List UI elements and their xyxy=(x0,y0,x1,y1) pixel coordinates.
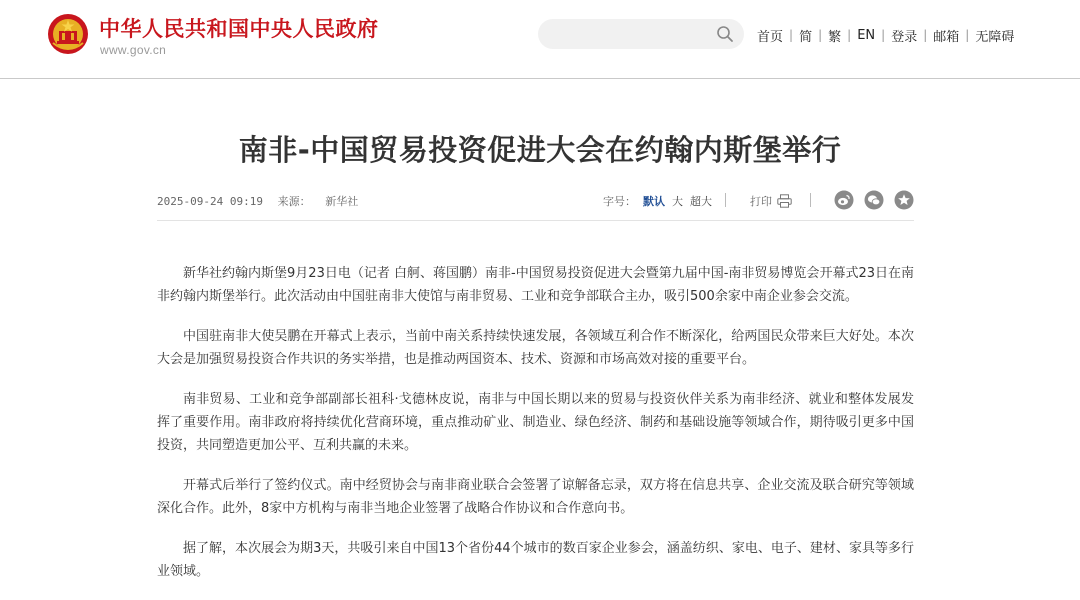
source-label: 来源： xyxy=(277,195,311,208)
nav-separator: | xyxy=(818,28,823,42)
article-title: 南非-中国贸易投资促进大会在约翰内斯堡举行 xyxy=(238,133,842,167)
search-icon[interactable] xyxy=(716,25,734,43)
top-nav xyxy=(757,25,1014,45)
font-size-label: 字号： xyxy=(603,195,636,208)
national-emblem-icon[interactable] xyxy=(47,13,89,55)
font-size-default[interactable]: 默认 xyxy=(643,195,665,208)
article-meta xyxy=(157,193,358,209)
nav-accessibility[interactable]: 无障碍 xyxy=(975,29,1015,45)
nav-separator: | xyxy=(881,28,886,42)
font-size-switcher xyxy=(603,193,712,209)
printer-icon xyxy=(777,194,792,208)
nav-separator: | xyxy=(923,28,928,42)
toolbar-divider xyxy=(725,193,726,207)
favorite-icon[interactable] xyxy=(894,190,914,210)
toolbar-divider xyxy=(810,193,811,207)
source-name: 新华社 xyxy=(325,195,359,208)
article-paragraph: 据了解，本次展会为期3天，共吸引来自中国13个省份44个城市的数百家企业参会，涵盖纺织、家电、电子、建材、家具等多行业领域。 xyxy=(157,541,914,579)
article-paragraph: 新华社约翰内斯堡9月23日电（记者 白舸、蒋国鹏）南非-中国贸易投资促进大会暨第九届中国-南非贸易博览会开幕式23日在南非约翰内斯堡举行。此次活动由中国驻南非大使馆与南非贸易、工业和竞争部联合主办，吸引500余家中南企业参会交流。 xyxy=(157,266,914,304)
publish-date: 2025-09-24 09:19 xyxy=(157,195,263,208)
weibo-icon[interactable] xyxy=(834,190,854,210)
nav-traditional[interactable]: 繁 xyxy=(828,29,842,45)
nav-home[interactable]: 首页 xyxy=(757,29,784,45)
print-label: 打印 xyxy=(750,195,772,208)
nav-english[interactable]: EN xyxy=(857,27,876,43)
font-size-xlarge[interactable]: 超大 xyxy=(690,195,712,208)
article-paragraph: 开幕式后举行了签约仪式。南中经贸协会与南非商业联合会签署了谅解备忘录，双方将在信息共享、企业交流及联合研究等领域深化合作。此外，8家中方机构与南非当地企业签署了战略合作协议和合作意向书。 xyxy=(157,478,914,516)
article-paragraph: 南非贸易、工业和竞争部副部长祖科·戈德林皮说，南非与中国长期以来的贸易与投资伙伴关系为南非经济、就业和整体发展发挥了重要作用。南非政府将持续优化营商环境，重点推动矿业、制造业、绿色经济、制药和基础设施等领域合作，期待吸引更多中国投资，共同塑造更加公平、互利共赢的未来。 xyxy=(157,392,914,453)
site-url[interactable]: www.gov.cn xyxy=(100,43,167,57)
article-body xyxy=(157,262,914,600)
meta-divider xyxy=(157,220,914,221)
search-input[interactable] xyxy=(552,19,716,51)
search-box xyxy=(538,19,744,49)
nav-separator: | xyxy=(789,28,794,42)
nav-login[interactable]: 登录 xyxy=(891,29,918,45)
article-paragraph: 中国驻南非大使吴鹏在开幕式上表示，当前中南关系持续快速发展，各领域互利合作不断深化，给两国民众带来巨大好处。本次大会是加强贸易投资合作共识的务实举措，也是推动两国资本、技术、资源和市场高效对接的重要平台。 xyxy=(157,329,914,367)
nav-simplified[interactable]: 简 xyxy=(799,29,813,45)
font-size-large[interactable]: 大 xyxy=(672,195,683,208)
nav-separator: | xyxy=(847,28,852,42)
nav-mail[interactable]: 邮箱 xyxy=(933,29,960,45)
nav-separator: | xyxy=(965,28,970,42)
print-button[interactable] xyxy=(750,193,792,209)
site-title[interactable]: 中华人民共和国中央人民政府 xyxy=(99,17,379,41)
wechat-icon[interactable] xyxy=(864,190,884,210)
site-header xyxy=(0,0,1080,79)
